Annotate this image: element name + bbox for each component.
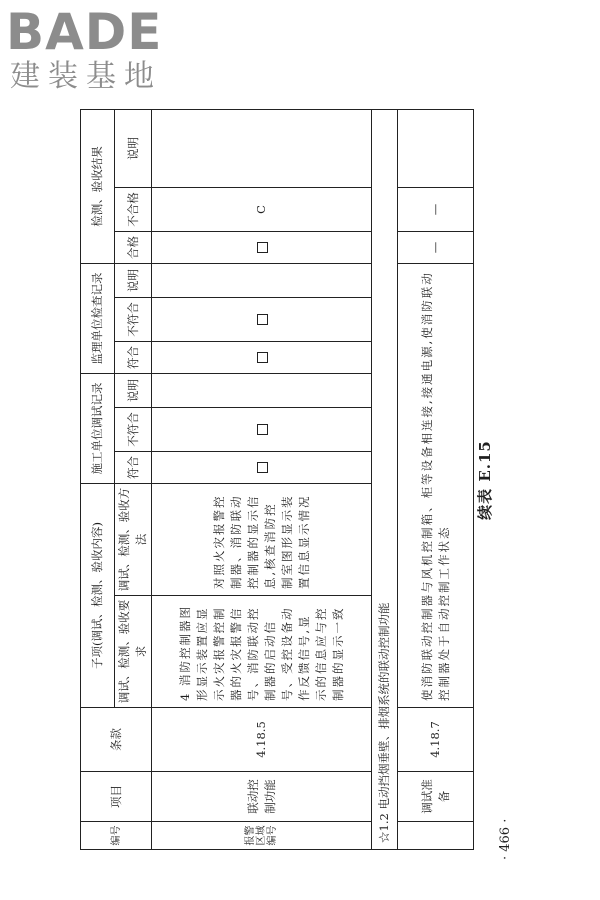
inspection-table [80, 109, 474, 850]
checkbox-icon [257, 462, 268, 473]
row1-result-pass-box [152, 231, 372, 263]
brand-subtitle: 建装基地 [10, 59, 162, 94]
row1-result-fail-mark: C [152, 187, 372, 231]
row1-super-nonconform-box [152, 297, 372, 341]
brand-logo [6, 4, 176, 96]
header-subitem: 子项(调试、检测、验收内容) [81, 483, 115, 707]
row2-item: 调试准备 [398, 772, 474, 822]
header-requirement: 调试、检测、验收要求 [115, 596, 152, 708]
row1-no: 报警区域编号 [152, 822, 372, 850]
row1-result-note [152, 109, 372, 187]
page-number: · 466 · [498, 818, 513, 860]
header-supervision-record: 监理单位检查记录 [81, 263, 115, 373]
row2-no [398, 822, 474, 850]
row1-method: 对照火灾报警控制器、消防联动控制器的显示信息,核查消防控制室图形显示装置信息显示情况 [152, 483, 372, 595]
checkbox-icon [257, 424, 268, 435]
checkbox-icon [257, 352, 268, 363]
row1-const-nonconform-box [152, 407, 372, 451]
checkbox-icon [257, 314, 268, 325]
row2-clause: 4.18.7 [398, 708, 474, 772]
header-const-nonconform: 不符合 [115, 407, 152, 451]
row2-result-fail-dash: — [398, 187, 474, 231]
header-inspection-result: 检测、验收结果 [81, 109, 115, 263]
header-super-conform: 符合 [115, 341, 152, 373]
header-item: 项目 [81, 772, 152, 822]
header-result-fail: 不合格 [115, 187, 152, 231]
checkbox-icon [257, 242, 268, 253]
header-super-note: 说明 [115, 263, 152, 297]
row2-result-pass-dash: — [398, 231, 474, 263]
header-const-note: 说明 [115, 373, 152, 407]
header-super-nonconform: 不符合 [115, 297, 152, 341]
section-heading: ☆1.2 电动挡烟垂壁、排烟系统的联动控制功能 [372, 109, 398, 849]
row1-const-note [152, 373, 372, 407]
header-clause: 条款 [81, 708, 152, 772]
header-const-conform: 符合 [115, 451, 152, 483]
table-caption: 续表 E.15 [476, 440, 494, 520]
row1-const-conform-box [152, 451, 372, 483]
row1-item: 联动控制功能 [152, 772, 372, 822]
row2-result-note [398, 109, 474, 187]
row2-requirement: 使消防联动控制器与风机控制箱、柜等设备相连接,接通电源,使消防联动控制器处于自动控制工作状态 [398, 263, 474, 707]
header-construction-record: 施工单位调试记录 [81, 373, 115, 483]
row1-clause: 4.18.5 [152, 708, 372, 772]
row1-super-conform-box [152, 341, 372, 373]
header-result-note: 说明 [115, 109, 152, 187]
brand-word: BADE [6, 3, 163, 61]
rotated-table-page [80, 100, 550, 860]
header-result-pass: 合格 [115, 231, 152, 263]
header-no: 编号 [81, 822, 152, 850]
row1-requirement: 4 消防控制器图形显示装置应显示火灾报警控制器的火灾报警信号、消防联动控制器的启动信号、受控设备动作反馈信号,显示的信息应与控制器的显示一致 [152, 596, 372, 708]
row1-super-note [152, 263, 372, 297]
header-method: 调试、检测、验收方法 [115, 483, 152, 595]
